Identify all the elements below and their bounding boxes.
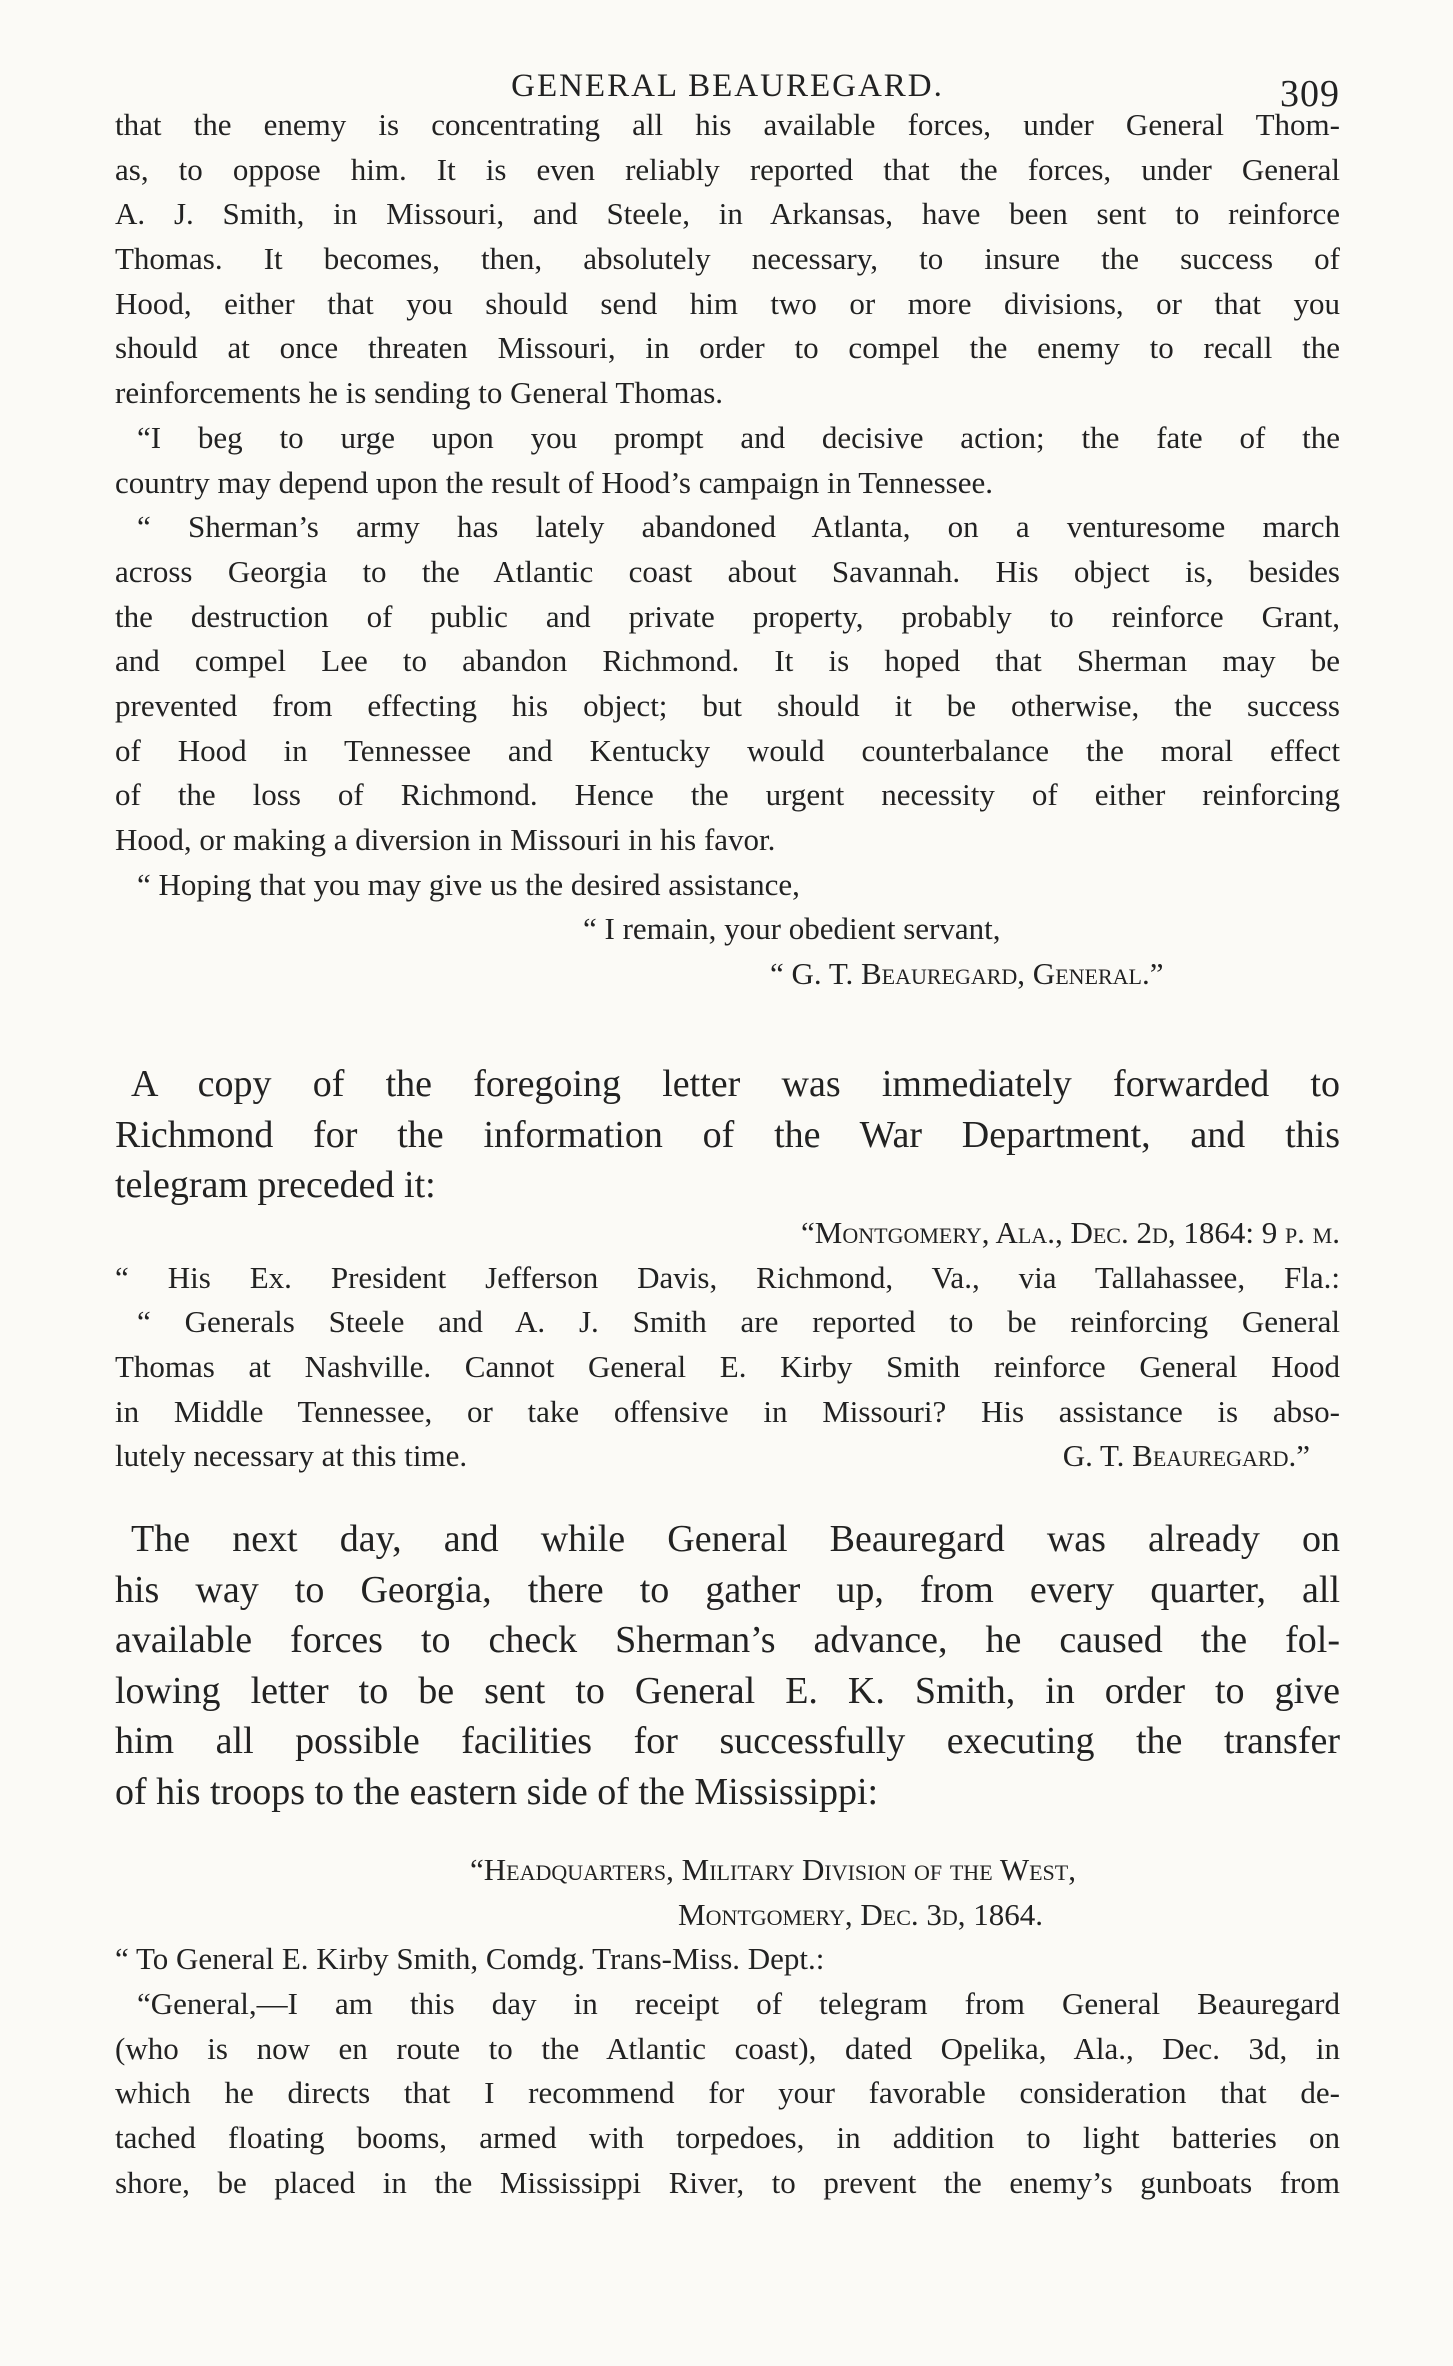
running-head: GENERAL BEAUREGARD. [511, 68, 944, 104]
text-line: reinforcements he is sending to General Thomas. [115, 375, 724, 411]
telegram-signature: G. T. Beauregard.” [1062, 1438, 1310, 1474]
letter-dateline: Montgomery, Dec. 3d, 1864. [678, 1896, 1044, 1932]
text-line: of the loss of Richmond. Hence the urgent necessity of either reinforcing [115, 777, 1340, 813]
text-line: The next day, and while General Beauregard was already on [131, 1518, 1340, 1560]
text-line: A. J. Smith, in Missouri, and Steele, in Arkansas, have been sent to reinforce [115, 196, 1340, 232]
text-line: “I beg to urge upon you prompt and decisive action; the fate of the [137, 419, 1340, 455]
text-line: (who is now en route to the Atlantic coast), dated Opelika, Ala., Dec. 3d, in [115, 2030, 1340, 2066]
closing-signature: “ G. T. Beauregard, General.” [770, 956, 1164, 992]
narrative-paragraph-2 [115, 1514, 1340, 1817]
text-line: country may depend upon the result of Hood’s campaign in Tennessee. [115, 464, 993, 500]
page-number: 309 [1280, 73, 1340, 115]
letter-heading: “Headquarters, Military Division of the West, [470, 1852, 1076, 1887]
text-line: as, to oppose him. It is even reliably reported that the forces, under General [115, 151, 1340, 187]
text-line: shore, be placed in the Mississippi River, to prevent the enemy’s gunboats from [115, 2164, 1340, 2200]
text-line: his way to Georgia, there to gather up, from every quarter, all [115, 1568, 1340, 1611]
letter-to-kirby-smith [115, 1848, 1340, 2206]
telegram [115, 1211, 1340, 1479]
text-line: “General,—I am this day in receipt of telegram from General Beauregard [137, 1986, 1340, 2022]
text-line: prevented from effecting his object; but should it be otherwise, the success [115, 687, 1340, 723]
text-line: telegram preceded it: [115, 1164, 436, 1206]
telegram-addressee: “ His Ex. President Jefferson Davis, Richmond, Va., via Tallahassee, Fla.: [115, 1259, 1340, 1295]
text-line: in Middle Tennessee, or take offensive in Missouri? His assistance is abso- [115, 1393, 1340, 1429]
telegram-last-line [115, 1434, 1340, 1479]
text-line: should at once threaten Missouri, in order to compel the enemy to recall the [115, 330, 1340, 366]
text-line: A copy of the foregoing letter was immediately forwarded to [131, 1063, 1340, 1105]
text-line: and compel Lee to abandon Richmond. It is hoped that Sherman may be [115, 643, 1340, 679]
narrative-paragraph-1 [115, 1059, 1340, 1211]
text-line: him all possible facilities for successfully executing the transfer [115, 1720, 1340, 1762]
text-line: the destruction of public and private property, probably to reinforce Grant, [115, 598, 1340, 634]
text-line: “ Sherman’s army has lately abandoned Atlanta, on a venturesome march [137, 509, 1340, 545]
telegram-dateline: “Montgomery, Ala., Dec. 2d, 1864: 9 p. m. [801, 1215, 1340, 1250]
letter-continuation [115, 103, 1340, 997]
text-line: lowing letter to be sent to General E. K. Smith, in order to give [115, 1669, 1340, 1712]
text-line: Richmond for the information of the War Department, and this [115, 1113, 1340, 1156]
text-line: Thomas at Nashville. Cannot General E. Kirby Smith reinforce General Hood [115, 1349, 1340, 1385]
text-line: Hood, either that you should send him two or more divisions, or that you [115, 285, 1340, 321]
text-line: “ Hoping that you may give us the desired assistance, [137, 866, 800, 902]
text-line: that the enemy is concentrating all his available forces, under General Thom- [115, 107, 1340, 142]
text-segment: lutely necessary at this time. [115, 1438, 468, 1474]
text-line: Hood, or making a diversion in Missouri in his favor. [115, 822, 776, 857]
text-line: Thomas. It becomes, then, absolutely necessary, to insure the success of [115, 241, 1340, 277]
text-line: available forces to check Sherman’s advance, he caused the fol- [115, 1619, 1340, 1661]
text-line: of Hood in Tennessee and Kentucky would counterbalance the moral effect [115, 732, 1340, 768]
text-line: tached floating booms, armed with torpedoes, in addition to light batteries on [115, 2120, 1340, 2156]
text-line: which he directs that I recommend for your favorable consideration that de- [115, 2075, 1340, 2111]
letter-addressee: “ To General E. Kirby Smith, Comdg. Trans-Miss. Dept.: [115, 1941, 825, 1977]
text-line: across Georgia to the Atlantic coast about Savannah. His object is, besides [115, 553, 1340, 589]
text-line: of his troops to the eastern side of the Mississippi: [115, 1770, 879, 1813]
text-line: “ Generals Steele and A. J. Smith are reported to be reinforcing General [137, 1304, 1340, 1340]
closing-remain: “ I remain, your obedient servant, [583, 911, 1001, 947]
